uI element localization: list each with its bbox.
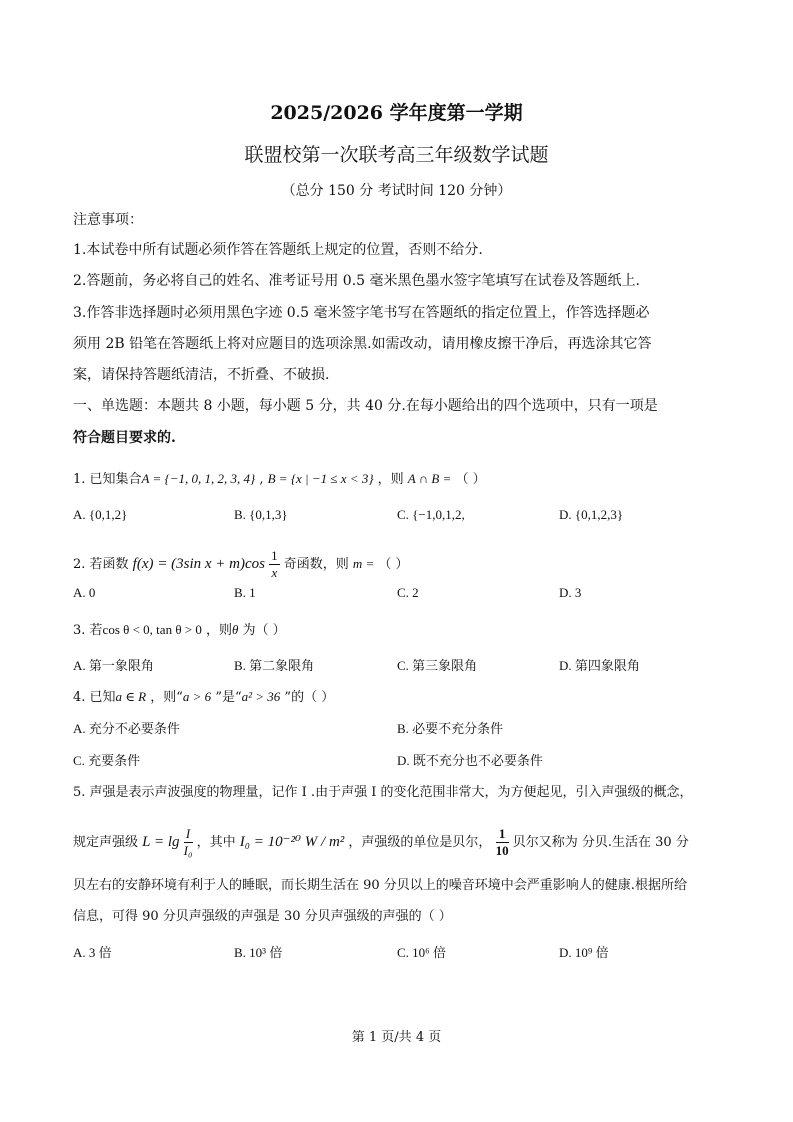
q4-suffix: ”的（ ） xyxy=(280,690,335,705)
q1-set-b: B = {x | −1 ≤ x < 3} xyxy=(267,471,374,486)
question-2 xyxy=(73,548,409,581)
q4-mid: ，则“ xyxy=(146,690,183,705)
q2-prefix: 2. 若函数 xyxy=(73,557,133,572)
q4-q: a² > 36 xyxy=(241,689,281,704)
note-3-line-3: 案，请保持答题纸清洁，不折叠、不破损. xyxy=(73,367,330,383)
q2-option-d: D. 3 xyxy=(559,585,582,600)
q5-line-1: 5. 声强是表示声波强度的物理量，记作 I .由于声强 I 的变化范围非常大，为方便起见，引入声强级的概念， xyxy=(73,785,693,800)
q1-mid: ，则 xyxy=(373,472,408,487)
q5-l2-mid2: ，声强级的单位是贝尔， xyxy=(344,835,492,850)
q4-prefix: 4. 已知 xyxy=(73,690,116,705)
question-1 xyxy=(73,469,486,490)
q4-p: a > 6 xyxy=(182,689,212,704)
q4-option-a: A. 充分不必要条件 xyxy=(73,721,180,736)
q1-paren: （ ） xyxy=(451,472,486,487)
q5-fraction-num: I xyxy=(184,826,193,843)
q2-m: m = xyxy=(352,556,375,571)
q5-l2-mid: ，其中 xyxy=(192,835,240,850)
q5-i0: I₀ = 10⁻²⁰ W / m² xyxy=(239,834,345,850)
q1-comma: , xyxy=(255,472,268,487)
q3-theta: θ xyxy=(232,622,239,637)
q3-condition: cos θ < 0, tan θ > 0 xyxy=(102,622,202,637)
q5-fraction-den: I₀ xyxy=(183,843,193,858)
note-3-line-1: 3.作答非选择题时必须用黑色字迹 0.5 毫米签字笔书写在答题纸的指定位置上，作答选择题必 xyxy=(73,305,650,321)
q1-option-b: B. {0,1,3} xyxy=(234,507,288,522)
q5-option-c: C. 10⁶ 倍 xyxy=(397,945,446,960)
q3-option-c: C. 第三象限角 xyxy=(397,658,478,673)
q5-option-d: D. 10⁹ 倍 xyxy=(559,945,609,960)
q3-option-d: D. 第四象限角 xyxy=(559,658,640,673)
note-2: 2.答题前，务必将自己的姓名、准考证号用 0.5 毫米黑色墨水签字笔填写在试卷及答题纸上. xyxy=(73,273,640,289)
q5-l2-suffix: 贝尔又称为 分贝.生活在 30 分 xyxy=(508,835,689,850)
q2-fraction-den: x xyxy=(271,565,278,580)
q5-line-3: 贝左右的安静环境有利于人的睡眠，而长期生活在 90 分贝以上的噪音环境中会严重影响人的健康.根据所给 xyxy=(73,878,687,893)
q2-fraction-num: 1 xyxy=(271,548,278,563)
section-1-instruction-2: 符合题目要求的. xyxy=(73,430,176,446)
q3-prefix: 3. 若 xyxy=(73,623,103,638)
q4-mid2: ”是“ xyxy=(211,690,242,705)
q3-option-b: B. 第二象限角 xyxy=(234,658,315,673)
question-4 xyxy=(73,687,334,708)
q5-tenth-fraction xyxy=(496,826,509,859)
q2-paren: （ ） xyxy=(374,557,409,572)
q5-line-4: 信息，可得 90 分贝声强级的声强是 30 分贝声强级的声强的（ ） xyxy=(73,909,452,924)
q4-condition: a ∈ R xyxy=(115,689,147,704)
q3-option-a: A. 第一象限角 xyxy=(73,658,154,673)
exam-subtitle: （总分 150 分 考试时间 120 分钟） xyxy=(281,183,512,199)
q5-line-2 xyxy=(73,826,689,859)
exam-title-main: 联盟校第一次联考高三年级数学试题 xyxy=(244,144,549,166)
q5-formula-l: L = lg xyxy=(142,834,180,850)
q5-option-b: B. 10³ 倍 xyxy=(234,945,283,960)
q5-option-a: A. 3 倍 xyxy=(73,945,112,960)
q4-option-c: C. 充要条件 xyxy=(73,753,141,768)
q3-suffix: 为（ ） xyxy=(238,623,286,638)
exam-title-term: 2025/2026 学年度第一学期 xyxy=(270,102,523,124)
q2-fraction xyxy=(269,548,280,581)
q2-option-a: A. 0 xyxy=(73,585,96,600)
q5-fraction xyxy=(184,826,193,859)
q5-tenth-num: 1 xyxy=(496,826,509,843)
note-3-line-2: 须用 2B 铅笔在答题纸上将对应题目的选项涂黑.如需改动，请用橡皮擦干净后，再选涂其它答 xyxy=(73,336,652,352)
q1-option-c: C. {−1,0,1,2, xyxy=(397,507,465,522)
q1-prefix: 1. 已知集合 xyxy=(73,472,142,487)
q4-option-d: D. 既不充分也不必要条件 xyxy=(397,753,543,768)
q2-option-c: C. 2 xyxy=(397,585,419,600)
q1-option-a: A. {0,1,2} xyxy=(73,507,128,522)
q5-tenth-den: 10 xyxy=(495,843,509,858)
q2-function: f(x) = (3sin x + m)cos xyxy=(132,556,265,572)
q3-mid: ，则 xyxy=(201,623,233,638)
q2-option-b: B. 1 xyxy=(234,585,256,600)
notes-heading: 注意事项： xyxy=(73,212,143,228)
q1-option-d: D. {0,1,2,3} xyxy=(559,507,624,522)
q5-l2-prefix: 规定声强级 xyxy=(73,835,143,850)
q1-intersection: A ∩ B = xyxy=(407,471,452,486)
q2-mid: 奇函数，则 xyxy=(279,557,353,572)
page-footer: 第 1 页/共 4 页 xyxy=(351,1030,442,1045)
question-3 xyxy=(73,620,286,641)
q4-option-b: B. 必要不充分条件 xyxy=(397,721,504,736)
section-1-instruction-1: 一、单选题：本题共 8 小题，每小题 5 分，共 40 分.在每小题给出的四个选项中，只有一项是 xyxy=(73,398,658,414)
note-1: 1.本试卷中所有试题必须作答在答题纸上规定的位置，否则不给分. xyxy=(73,242,483,258)
q1-set-a: A = {−1, 0, 1, 2, 3, 4} xyxy=(141,471,256,486)
